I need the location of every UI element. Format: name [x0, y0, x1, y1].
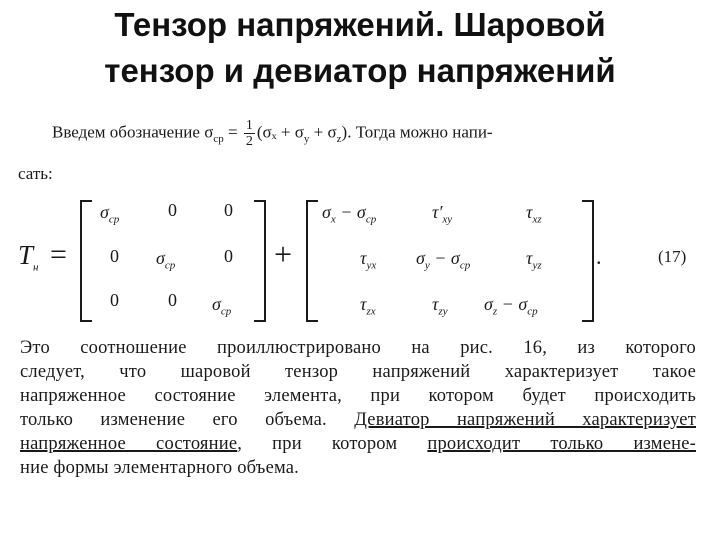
- m2-r2c1: $\tau_{yx}$: [360, 248, 377, 272]
- m2-r1c1: $\sigma_x - \sigma_{ср}$: [322, 202, 377, 226]
- equation-equals: =: [50, 238, 67, 271]
- title-line-2: тензор и девиатор напряжений: [104, 52, 616, 89]
- intro-sub-y: y: [303, 132, 310, 145]
- intro-line: [52, 118, 493, 151]
- m2-r3c3: $\sigma_z - \sigma_{ср}$: [484, 294, 538, 318]
- para-line-1: Это соотношение проиллюстрировано на рис. 16, из которого: [20, 338, 696, 358]
- para-line-6: ние формы элементарного объема.: [20, 458, 299, 478]
- para-line-4: только изменение его объема. Девиатор напряжений характеризует: [20, 410, 696, 430]
- equation-number: (17): [658, 247, 687, 266]
- slide-title: [0, 2, 720, 94]
- intro-line-2: сать:: [18, 164, 53, 183]
- frac-numerator: 1: [245, 118, 253, 133]
- intro-plus-z: + σ: [309, 122, 337, 142]
- m1-r1c3: 0: [224, 200, 233, 220]
- underlined-change: происходит только измене-: [427, 434, 696, 454]
- underlined-deviator: Девиатор напряжений характеризует: [354, 410, 696, 430]
- m2-r3c1: $\tau_{zx}$: [360, 294, 376, 318]
- matrix2-left-bracket: [306, 200, 318, 322]
- intro-close: ). Тогда можно напи-: [341, 122, 493, 142]
- intro-eq: =: [223, 122, 242, 142]
- matrix1-left-bracket: [80, 200, 92, 322]
- m1-r3c2: 0: [168, 290, 177, 310]
- intro-fraction: [244, 118, 255, 149]
- m1-r2c1: 0: [110, 246, 119, 266]
- m1-r3c1: 0: [110, 290, 119, 310]
- para-line-2: следует, что шаровой тензор напряжений характеризует такое: [20, 362, 696, 382]
- matrix2-right-bracket: [582, 200, 594, 322]
- m1-r3c3: $\sigma_{ср}$: [212, 294, 232, 318]
- intro-sub-z: z: [336, 132, 342, 145]
- m2-r2c3: $\tau_{yz}$: [526, 248, 542, 272]
- m2-r2c2: $\sigma_y - \sigma_{ср}$: [416, 248, 471, 272]
- m2-r3c2: $\tau_{zy}$: [432, 294, 448, 318]
- intro-sum: (σₓ + σ: [256, 122, 304, 142]
- equation-lhs: $T_н$: [18, 240, 39, 274]
- m1-r1c2: 0: [168, 200, 177, 220]
- m1-r1c1: $\sigma_{ср}$: [100, 202, 120, 226]
- m1-r2c3: 0: [224, 246, 233, 266]
- para-line-5: напряженное состояние, при котором происходит только измене-: [20, 434, 696, 454]
- body-paragraph: [20, 336, 696, 480]
- m1-r2c2: $\sigma_{ср}$: [156, 248, 176, 272]
- intro-text-before: Введем обозначение σ: [52, 122, 214, 142]
- m2-r1c2: $\tau'_{xy}$: [432, 202, 453, 226]
- para-line-3: напряженное состояние элемента, при котором будет происходить: [20, 386, 696, 406]
- m2-r1c3: $\tau_{xz}$: [526, 202, 542, 226]
- matrix1-right-bracket: [254, 200, 266, 322]
- equation-dot: .: [596, 244, 602, 269]
- title-line-1: Тензор напряжений. Шаровой: [114, 6, 606, 43]
- underlined-state: напряженное состояние: [20, 434, 238, 454]
- frac-denominator: 2: [245, 134, 253, 149]
- intro-sub-cp: ср: [213, 132, 224, 145]
- equation-plus: +: [274, 236, 293, 272]
